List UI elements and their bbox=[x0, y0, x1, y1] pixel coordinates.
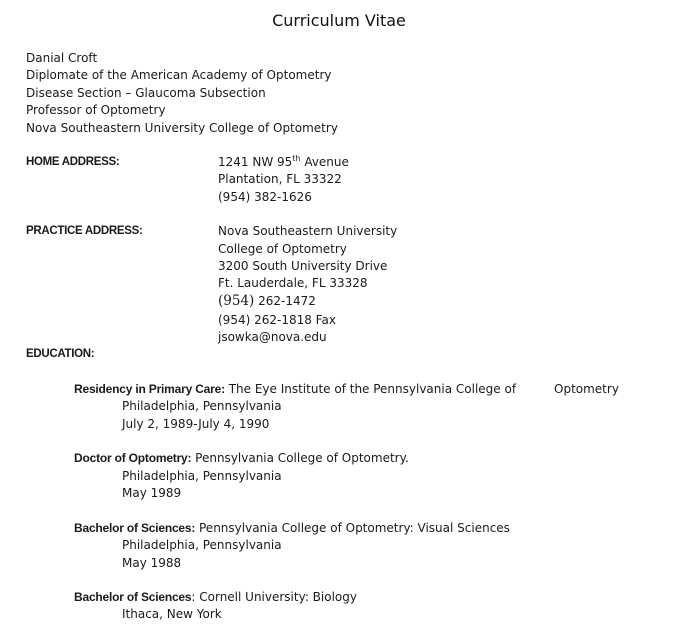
home-street-name: Avenue bbox=[300, 155, 349, 169]
education-degree: Bachelor of Sciences: bbox=[74, 521, 196, 535]
education-location: Philadelphia, Pennsylvania bbox=[122, 399, 282, 413]
education-entry-bs-visual bbox=[74, 520, 510, 537]
education-label: EDUCATION: bbox=[26, 348, 95, 360]
education-institution: Pennsylvania College of Optometry. bbox=[191, 451, 409, 465]
document-title: Curriculum Vitae bbox=[272, 11, 406, 30]
home-street-suffix: th bbox=[292, 154, 301, 163]
education-location: Ithaca, New York bbox=[122, 607, 222, 621]
home-street-number: 1241 NW 95 bbox=[218, 155, 293, 169]
education-institution-cont: Optometry bbox=[554, 382, 619, 396]
home-address-label: HOME ADDRESS: bbox=[26, 156, 120, 168]
home-address-city: Plantation, FL 33322 bbox=[218, 172, 342, 186]
practice-phone-number: 262-1472 bbox=[254, 294, 316, 308]
education-date: May 1988 bbox=[122, 556, 182, 570]
header-line-position: Professor of Optometry bbox=[26, 103, 166, 117]
home-address-street bbox=[218, 154, 349, 171]
education-degree: Bachelor of Sciences bbox=[74, 590, 192, 604]
header-line-institution: Nova Southeastern University College of Optometry bbox=[26, 121, 338, 135]
education-date: May 1989 bbox=[122, 486, 182, 500]
practice-address-line1: Nova Southeastern University bbox=[218, 224, 398, 238]
home-address-phone: (954) 382-1626 bbox=[218, 190, 312, 204]
person-name: Danial Croft bbox=[26, 51, 98, 65]
education-institution: The Eye Institute of the Pennsylvania College of bbox=[224, 382, 517, 396]
header-line-diplomate: Diplomate of the American Academy of Optometry bbox=[26, 68, 332, 82]
education-date: July 2, 1989-July 4, 1990 bbox=[122, 417, 270, 431]
practice-address-email[interactable]: jsowka@nova.edu bbox=[218, 330, 327, 344]
education-location: Philadelphia, Pennsylvania bbox=[122, 538, 282, 552]
education-degree: Doctor of Optometry: bbox=[74, 451, 192, 465]
education-entry-residency bbox=[74, 381, 516, 398]
practice-address-line4: Ft. Lauderdale, FL 33328 bbox=[218, 276, 368, 290]
education-institution: Pennsylvania College of Optometry: Visual Sciences bbox=[195, 521, 510, 535]
education-entry-bs-biology bbox=[74, 589, 357, 606]
education-degree: Residency in Primary Care: bbox=[74, 382, 225, 396]
education-institution: : Cornell University: Biology bbox=[191, 590, 357, 604]
practice-address-line2: College of Optometry bbox=[218, 242, 347, 256]
practice-phone-area: (954) bbox=[218, 293, 255, 309]
education-entry-od bbox=[74, 450, 409, 467]
education-location: Philadelphia, Pennsylvania bbox=[122, 469, 282, 483]
practice-address-fax: (954) 262-1818 Fax bbox=[218, 313, 336, 327]
practice-address-phone bbox=[218, 293, 316, 310]
header-line-section: Disease Section – Glaucoma Subsection bbox=[26, 86, 266, 100]
practice-address-line3: 3200 South University Drive bbox=[218, 259, 388, 273]
practice-address-label: PRACTICE ADDRESS: bbox=[26, 225, 143, 237]
